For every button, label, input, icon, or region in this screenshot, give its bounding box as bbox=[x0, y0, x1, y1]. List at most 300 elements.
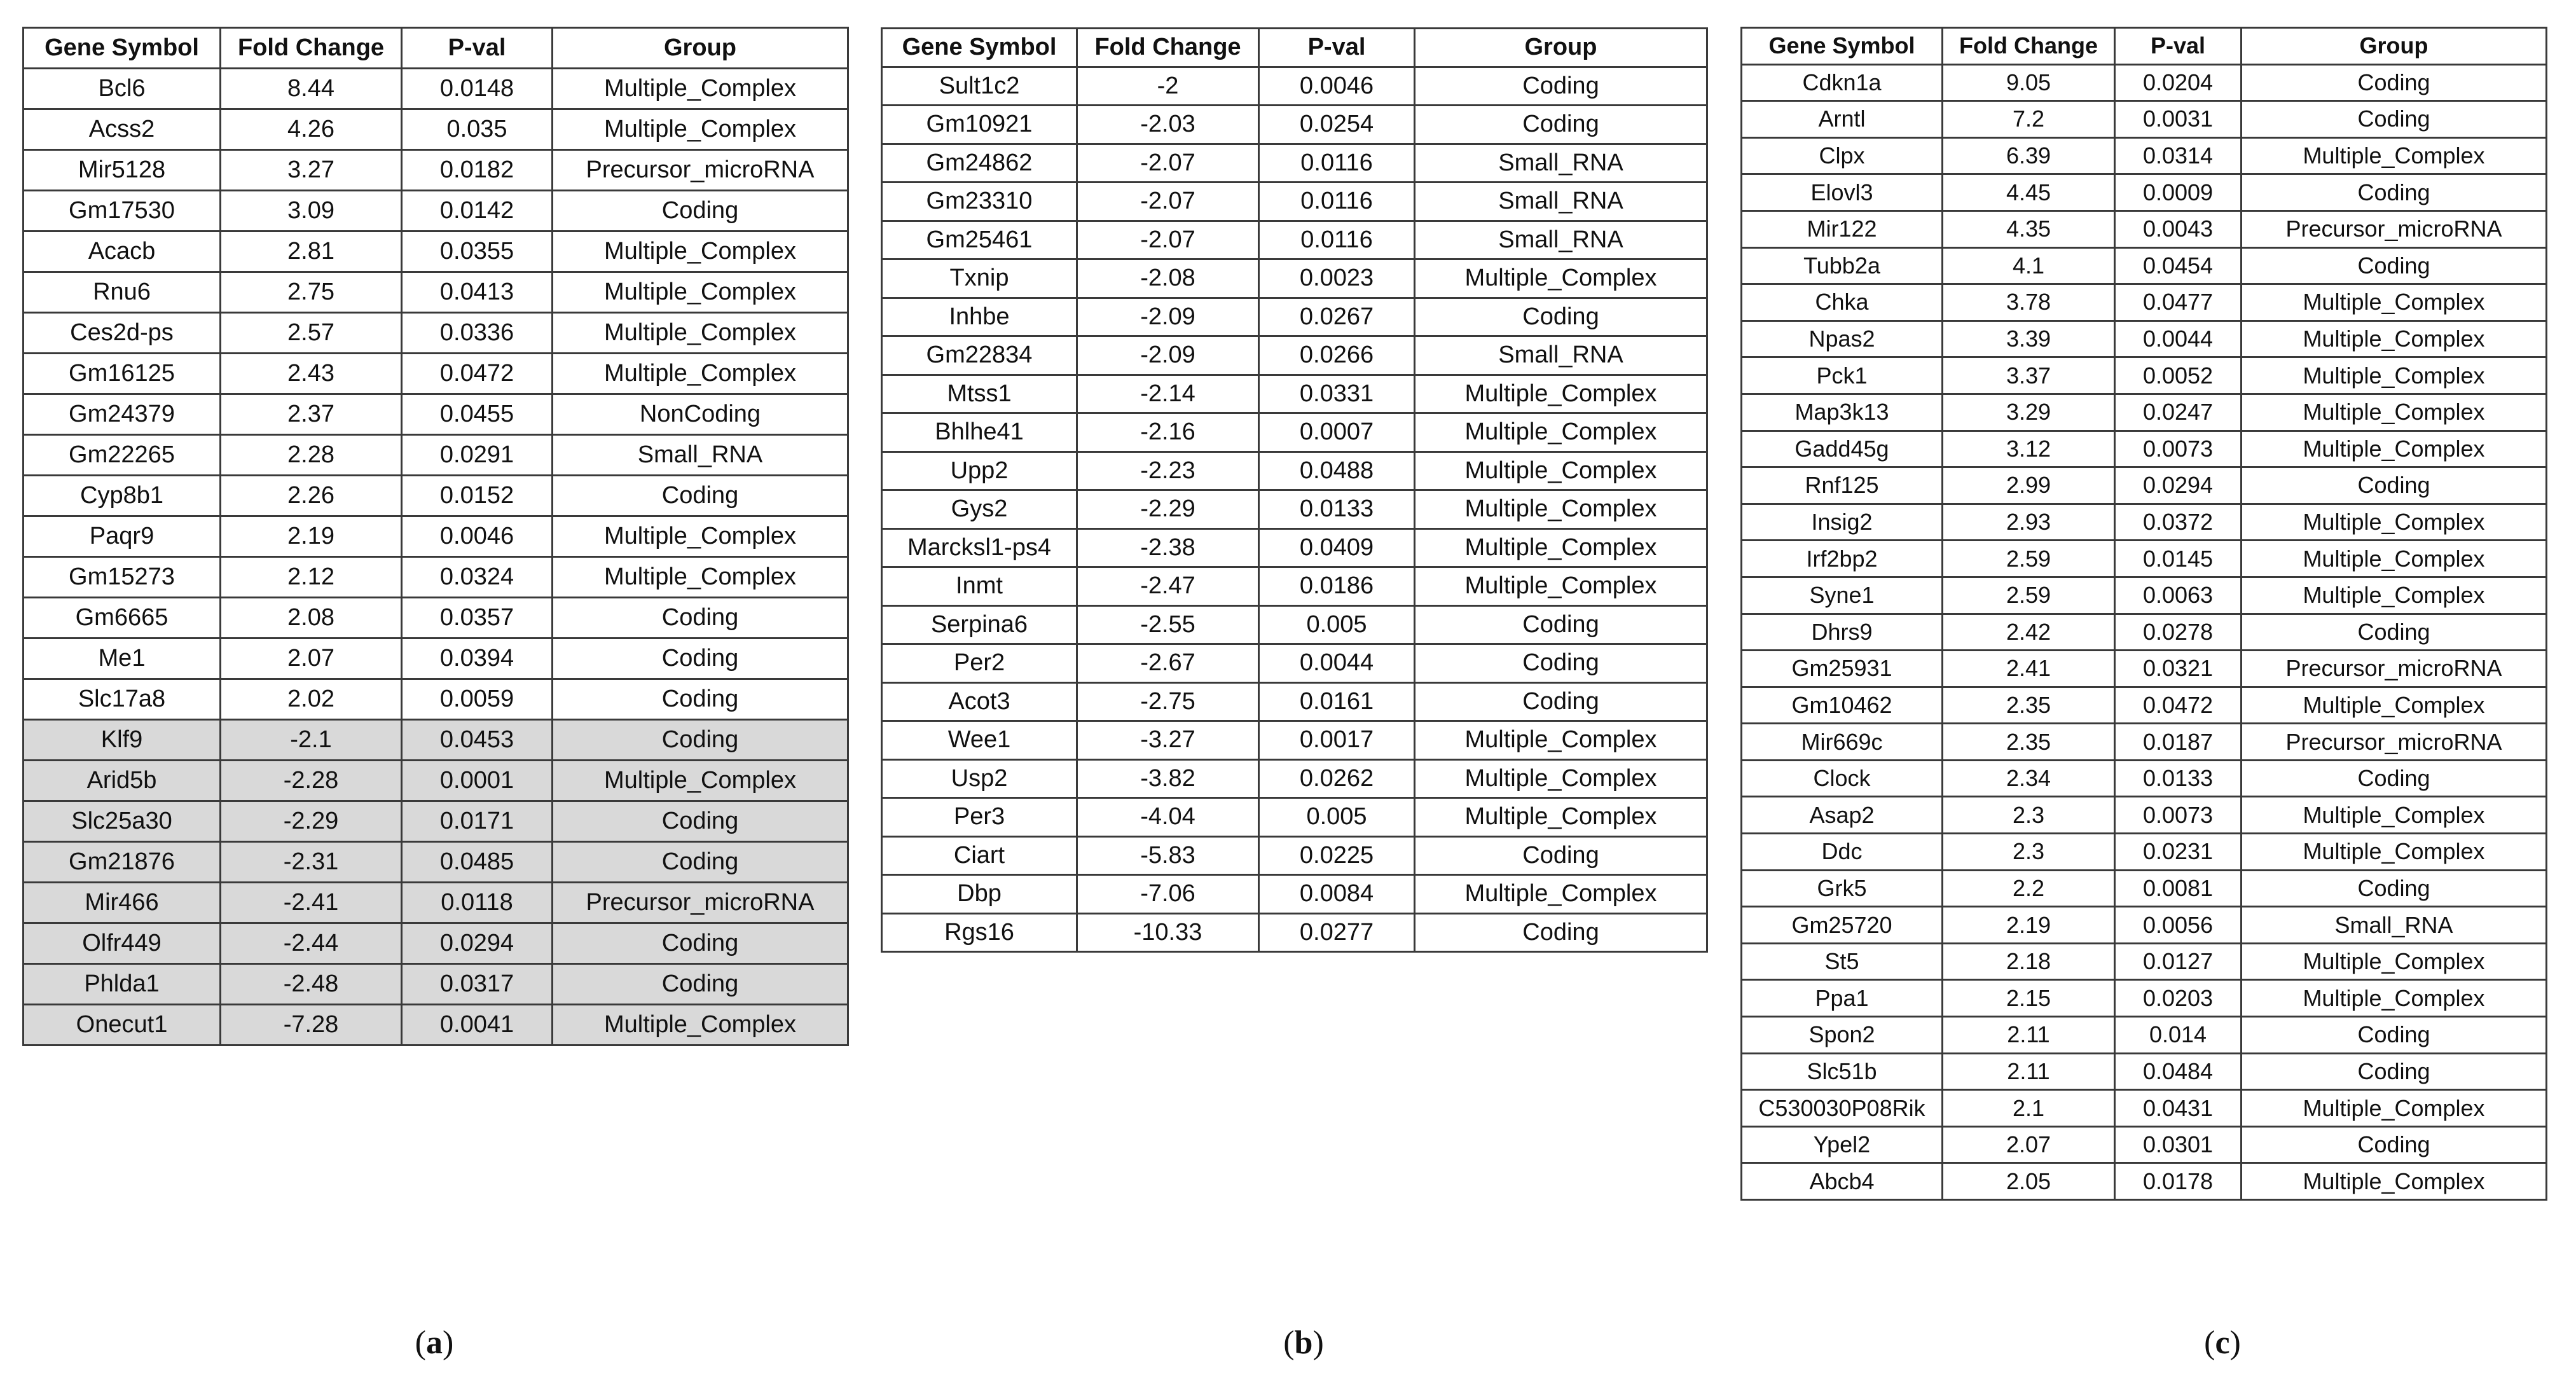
p-val-cell: 0.0007 bbox=[1259, 413, 1415, 452]
table-row bbox=[24, 313, 848, 354]
p-val-cell: 0.0317 bbox=[402, 964, 553, 1005]
fold-change-cell: -2.75 bbox=[1077, 682, 1259, 721]
p-val-cell: 0.0084 bbox=[1259, 875, 1415, 914]
p-val-cell: 0.0277 bbox=[1259, 913, 1415, 952]
p-val-cell: 0.0059 bbox=[402, 679, 553, 720]
group-cell: Small_RNA bbox=[553, 435, 848, 476]
gene-symbol-cell: Arid5b bbox=[24, 761, 221, 801]
fold-change-cell: 2.07 bbox=[1943, 1126, 2115, 1163]
gene-symbol-cell: Gm23310 bbox=[882, 183, 1077, 221]
group-cell: Small_RNA bbox=[1415, 144, 1707, 183]
group-cell: Coding bbox=[1415, 682, 1707, 721]
fold-change-cell: 3.78 bbox=[1943, 284, 2115, 321]
gene-symbol-cell: Gm24862 bbox=[882, 144, 1077, 183]
table-row bbox=[882, 259, 1707, 298]
table-row bbox=[882, 106, 1707, 144]
group-cell: Multiple_Complex bbox=[2242, 504, 2547, 541]
group-cell: Multiple_Complex bbox=[553, 69, 848, 109]
fold-change-cell: -2.16 bbox=[1077, 413, 1259, 452]
p-val-cell: 0.0052 bbox=[2115, 357, 2242, 394]
header-gene-symbol: Gene Symbol bbox=[882, 29, 1077, 67]
table-row bbox=[882, 682, 1707, 721]
table-row bbox=[1742, 174, 2547, 211]
p-val-cell: 0.0266 bbox=[1259, 336, 1415, 375]
fold-change-cell: 2.11 bbox=[1943, 1017, 2115, 1054]
table-row bbox=[24, 231, 848, 272]
p-val-cell: 0.0294 bbox=[2115, 467, 2242, 504]
group-cell: NonCoding bbox=[553, 394, 848, 435]
table-row bbox=[1742, 357, 2547, 394]
table-row bbox=[882, 836, 1707, 875]
fold-change-cell: -2.09 bbox=[1077, 336, 1259, 375]
p-val-cell: 0.005 bbox=[1259, 798, 1415, 837]
group-cell: Precursor_microRNA bbox=[2242, 724, 2547, 761]
fold-change-cell: 3.39 bbox=[1943, 321, 2115, 357]
p-val-cell: 0.0046 bbox=[402, 516, 553, 557]
table-row bbox=[24, 69, 848, 109]
p-val-cell: 0.0017 bbox=[1259, 721, 1415, 760]
table-row bbox=[1742, 101, 2547, 138]
fold-change-cell: 2.75 bbox=[221, 272, 402, 313]
p-val-cell: 0.0187 bbox=[2115, 724, 2242, 761]
gene-symbol-cell: Olfr449 bbox=[24, 923, 221, 964]
gene-symbol-cell: Dbp bbox=[882, 875, 1077, 914]
gene-symbol-cell: Clpx bbox=[1742, 137, 1943, 174]
header-p-val: P-val bbox=[1259, 29, 1415, 67]
p-val-cell: 0.0023 bbox=[1259, 259, 1415, 298]
fold-change-cell: 2.18 bbox=[1943, 943, 2115, 980]
table-row bbox=[882, 644, 1707, 683]
fold-change-cell: -2.08 bbox=[1077, 259, 1259, 298]
table-row bbox=[882, 144, 1707, 183]
p-val-cell: 0.0116 bbox=[1259, 144, 1415, 183]
gene-symbol-cell: Gadd45g bbox=[1742, 431, 1943, 467]
p-val-cell: 0.0314 bbox=[2115, 137, 2242, 174]
group-cell: Multiple_Complex bbox=[1415, 759, 1707, 798]
fold-change-cell: 4.1 bbox=[1943, 247, 2115, 284]
table-row bbox=[24, 150, 848, 191]
fold-change-cell: 2.59 bbox=[1943, 577, 2115, 614]
fold-change-cell: 8.44 bbox=[221, 69, 402, 109]
fold-change-cell: 6.39 bbox=[1943, 137, 2115, 174]
group-cell: Multiple_Complex bbox=[553, 557, 848, 598]
gene-symbol-cell: Per2 bbox=[882, 644, 1077, 683]
p-val-cell: 0.0225 bbox=[1259, 836, 1415, 875]
group-cell: Multiple_Complex bbox=[553, 313, 848, 354]
p-val-cell: 0.0041 bbox=[402, 1005, 553, 1045]
fold-change-cell: -2.07 bbox=[1077, 221, 1259, 259]
p-val-cell: 0.035 bbox=[402, 109, 553, 150]
p-val-cell: 0.0133 bbox=[2115, 760, 2242, 797]
fold-change-cell: 2.02 bbox=[221, 679, 402, 720]
group-cell: Coding bbox=[553, 964, 848, 1005]
gene-symbol-cell: Serpina6 bbox=[882, 605, 1077, 644]
p-val-cell: 0.0485 bbox=[402, 842, 553, 883]
gene-symbol-cell: Pck1 bbox=[1742, 357, 1943, 394]
header-p-val: P-val bbox=[402, 28, 553, 69]
gene-symbol-cell: Insig2 bbox=[1742, 504, 1943, 541]
table-row bbox=[882, 413, 1707, 452]
table-row bbox=[24, 435, 848, 476]
fold-change-cell: 3.29 bbox=[1943, 394, 2115, 431]
table-row bbox=[24, 191, 848, 231]
gene-symbol-cell: Gm25720 bbox=[1742, 907, 1943, 944]
p-val-cell: 0.0294 bbox=[402, 923, 553, 964]
group-cell: Coding bbox=[553, 679, 848, 720]
group-cell: Coding bbox=[553, 638, 848, 679]
gene-symbol-cell: Txnip bbox=[882, 259, 1077, 298]
table-row bbox=[882, 913, 1707, 952]
fold-change-cell: 2.99 bbox=[1943, 467, 2115, 504]
group-cell: Coding bbox=[1415, 298, 1707, 336]
gene-symbol-cell: Gm15273 bbox=[24, 557, 221, 598]
table-row bbox=[24, 761, 848, 801]
group-cell: Multiple_Complex bbox=[553, 231, 848, 272]
table-row bbox=[24, 964, 848, 1005]
caption-a: (a) bbox=[415, 1325, 454, 1361]
gene-symbol-cell: Sult1c2 bbox=[882, 67, 1077, 106]
group-cell: Multiple_Complex bbox=[2242, 431, 2547, 467]
fold-change-cell: -7.28 bbox=[221, 1005, 402, 1045]
p-val-cell: 0.0171 bbox=[402, 801, 553, 842]
p-val-cell: 0.0372 bbox=[2115, 504, 2242, 541]
gene-symbol-cell: Abcb4 bbox=[1742, 1163, 1943, 1200]
group-cell: Multiple_Complex bbox=[553, 109, 848, 150]
p-val-cell: 0.0145 bbox=[2115, 541, 2242, 577]
group-cell: Small_RNA bbox=[1415, 221, 1707, 259]
group-cell: Multiple_Complex bbox=[1415, 875, 1707, 914]
fold-change-cell: 2.1 bbox=[1943, 1090, 2115, 1127]
fold-change-cell: 2.08 bbox=[221, 598, 402, 638]
table-row bbox=[1742, 431, 2547, 467]
table-row bbox=[24, 354, 848, 394]
group-cell: Multiple_Complex bbox=[1415, 721, 1707, 760]
p-val-cell: 0.0178 bbox=[2115, 1163, 2242, 1200]
group-cell: Precursor_microRNA bbox=[2242, 210, 2547, 247]
gene-symbol-cell: Arntl bbox=[1742, 101, 1943, 138]
gene-table-b bbox=[881, 27, 1708, 953]
fold-change-cell: 3.12 bbox=[1943, 431, 2115, 467]
fold-change-cell: 4.45 bbox=[1943, 174, 2115, 211]
group-cell: Coding bbox=[2242, 1053, 2547, 1090]
group-cell: Multiple_Complex bbox=[2242, 980, 2547, 1017]
group-cell: Multiple_Complex bbox=[553, 761, 848, 801]
gene-symbol-cell: Ypel2 bbox=[1742, 1126, 1943, 1163]
table-row bbox=[1742, 724, 2547, 761]
fold-change-cell: -4.04 bbox=[1077, 798, 1259, 837]
fold-change-cell: 2.34 bbox=[1943, 760, 2115, 797]
fold-change-cell: 4.35 bbox=[1943, 210, 2115, 247]
table-row bbox=[24, 720, 848, 761]
gene-symbol-cell: Rnf125 bbox=[1742, 467, 1943, 504]
fold-change-cell: -3.82 bbox=[1077, 759, 1259, 798]
header-group: Group bbox=[553, 28, 848, 69]
p-val-cell: 0.0073 bbox=[2115, 797, 2242, 834]
gene-symbol-cell: Map3k13 bbox=[1742, 394, 1943, 431]
group-cell: Multiple_Complex bbox=[1415, 413, 1707, 452]
table-row bbox=[24, 557, 848, 598]
gene-symbol-cell: Gm22265 bbox=[24, 435, 221, 476]
group-cell: Multiple_Complex bbox=[2242, 284, 2547, 321]
fold-change-cell: -2.55 bbox=[1077, 605, 1259, 644]
p-val-cell: 0.0044 bbox=[2115, 321, 2242, 357]
fold-change-cell: 3.37 bbox=[1943, 357, 2115, 394]
gene-symbol-cell: Inhbe bbox=[882, 298, 1077, 336]
caption-c: (c) bbox=[2204, 1325, 2241, 1361]
gene-symbol-cell: Rnu6 bbox=[24, 272, 221, 313]
table-row bbox=[24, 1005, 848, 1045]
group-cell: Multiple_Complex bbox=[2242, 321, 2547, 357]
group-cell: Multiple_Complex bbox=[553, 516, 848, 557]
group-cell: Multiple_Complex bbox=[1415, 375, 1707, 413]
gene-symbol-cell: Syne1 bbox=[1742, 577, 1943, 614]
group-cell: Multiple_Complex bbox=[1415, 490, 1707, 529]
fold-change-cell: 2.07 bbox=[221, 638, 402, 679]
table-row bbox=[24, 883, 848, 923]
table-row bbox=[882, 67, 1707, 106]
p-val-cell: 0.0254 bbox=[1259, 106, 1415, 144]
gene-symbol-cell: Asap2 bbox=[1742, 797, 1943, 834]
fold-change-cell: -2.07 bbox=[1077, 183, 1259, 221]
gene-symbol-cell: Me1 bbox=[24, 638, 221, 679]
table-row bbox=[1742, 760, 2547, 797]
group-cell: Multiple_Complex bbox=[2242, 834, 2547, 871]
fold-change-cell: -2.28 bbox=[221, 761, 402, 801]
fold-change-cell: 2.12 bbox=[221, 557, 402, 598]
fold-change-cell: 2.3 bbox=[1943, 797, 2115, 834]
fold-change-cell: 7.2 bbox=[1943, 101, 2115, 138]
table-row bbox=[882, 221, 1707, 259]
p-val-cell: 0.0133 bbox=[1259, 490, 1415, 529]
table-row bbox=[1742, 870, 2547, 907]
gene-symbol-cell: Mir122 bbox=[1742, 210, 1943, 247]
p-val-cell: 0.0073 bbox=[2115, 431, 2242, 467]
group-cell: Coding bbox=[2242, 870, 2547, 907]
header-fold-change: Fold Change bbox=[1077, 29, 1259, 67]
p-val-cell: 0.0267 bbox=[1259, 298, 1415, 336]
table-header-row bbox=[1742, 28, 2547, 65]
gene-table-a bbox=[22, 27, 849, 1046]
fold-change-cell: 2.19 bbox=[221, 516, 402, 557]
gene-symbol-cell: Gm10462 bbox=[1742, 687, 1943, 724]
table-row bbox=[1742, 577, 2547, 614]
gene-symbol-cell: Per3 bbox=[882, 798, 1077, 837]
header-group: Group bbox=[1415, 29, 1707, 67]
gene-symbol-cell: St5 bbox=[1742, 943, 1943, 980]
gene-symbol-cell: Slc25a30 bbox=[24, 801, 221, 842]
gene-symbol-cell: Chka bbox=[1742, 284, 1943, 321]
gene-symbol-cell: Gm17530 bbox=[24, 191, 221, 231]
gene-symbol-cell: Mir669c bbox=[1742, 724, 1943, 761]
table-row bbox=[882, 798, 1707, 837]
fold-change-cell: 2.2 bbox=[1943, 870, 2115, 907]
table-row bbox=[24, 516, 848, 557]
table-row bbox=[24, 679, 848, 720]
fold-change-cell: 2.42 bbox=[1943, 614, 2115, 651]
group-cell: Multiple_Complex bbox=[553, 1005, 848, 1045]
p-val-cell: 0.0204 bbox=[2115, 64, 2242, 101]
gene-symbol-cell: Ppa1 bbox=[1742, 980, 1943, 1017]
table-header-row bbox=[882, 29, 1707, 67]
fold-change-cell: 2.15 bbox=[1943, 980, 2115, 1017]
table-row bbox=[1742, 907, 2547, 944]
table-row bbox=[1742, 614, 2547, 651]
group-cell: Coding bbox=[553, 720, 848, 761]
fold-change-cell: 2.59 bbox=[1943, 541, 2115, 577]
p-val-cell: 0.0278 bbox=[2115, 614, 2242, 651]
fold-change-cell: -2.67 bbox=[1077, 644, 1259, 683]
fold-change-cell: 2.35 bbox=[1943, 687, 2115, 724]
header-p-val: P-val bbox=[2115, 28, 2242, 65]
p-val-cell: 0.0127 bbox=[2115, 943, 2242, 980]
group-cell: Coding bbox=[2242, 467, 2547, 504]
group-cell: Multiple_Complex bbox=[2242, 797, 2547, 834]
p-val-cell: 0.0472 bbox=[2115, 687, 2242, 724]
gene-symbol-cell: Upp2 bbox=[882, 452, 1077, 490]
fold-change-cell: -2.41 bbox=[221, 883, 402, 923]
p-val-cell: 0.0477 bbox=[2115, 284, 2242, 321]
gene-symbol-cell: Acss2 bbox=[24, 109, 221, 150]
gene-symbol-cell: Marcksl1-ps4 bbox=[882, 528, 1077, 567]
group-cell: Coding bbox=[553, 923, 848, 964]
group-cell: Coding bbox=[2242, 101, 2547, 138]
p-val-cell: 0.0063 bbox=[2115, 577, 2242, 614]
fold-change-cell: 2.81 bbox=[221, 231, 402, 272]
group-cell: Coding bbox=[1415, 67, 1707, 106]
table-row bbox=[1742, 210, 2547, 247]
fold-change-cell: -2.47 bbox=[1077, 567, 1259, 606]
fold-change-cell: 2.37 bbox=[221, 394, 402, 435]
fold-change-cell: 2.05 bbox=[1943, 1163, 2115, 1200]
gene-symbol-cell: Mtss1 bbox=[882, 375, 1077, 413]
fold-change-cell: -2.23 bbox=[1077, 452, 1259, 490]
gene-symbol-cell: Mir5128 bbox=[24, 150, 221, 191]
table-row bbox=[24, 476, 848, 516]
table-row bbox=[1742, 64, 2547, 101]
table-row bbox=[882, 605, 1707, 644]
p-val-cell: 0.0231 bbox=[2115, 834, 2242, 871]
p-val-cell: 0.0044 bbox=[1259, 644, 1415, 683]
group-cell: Coding bbox=[553, 842, 848, 883]
fold-change-cell: -2.03 bbox=[1077, 106, 1259, 144]
group-cell: Small_RNA bbox=[1415, 183, 1707, 221]
p-val-cell: 0.0203 bbox=[2115, 980, 2242, 1017]
group-cell: Coding bbox=[2242, 1017, 2547, 1054]
p-val-cell: 0.014 bbox=[2115, 1017, 2242, 1054]
table-row bbox=[1742, 797, 2547, 834]
table-row bbox=[1742, 1163, 2547, 1200]
gene-symbol-cell: Klf9 bbox=[24, 720, 221, 761]
p-val-cell: 0.0262 bbox=[1259, 759, 1415, 798]
group-cell: Multiple_Complex bbox=[2242, 137, 2547, 174]
gene-symbol-cell: Cdkn1a bbox=[1742, 64, 1943, 101]
p-val-cell: 0.0043 bbox=[2115, 210, 2242, 247]
table-row bbox=[1742, 943, 2547, 980]
table-row bbox=[882, 490, 1707, 529]
gene-symbol-cell: Ciart bbox=[882, 836, 1077, 875]
group-cell: Coding bbox=[1415, 605, 1707, 644]
fold-change-cell: -2.29 bbox=[221, 801, 402, 842]
table-row bbox=[1742, 541, 2547, 577]
fold-change-cell: 2.41 bbox=[1943, 651, 2115, 687]
gene-symbol-cell: Bcl6 bbox=[24, 69, 221, 109]
group-cell: Multiple_Complex bbox=[553, 272, 848, 313]
group-cell: Coding bbox=[1415, 913, 1707, 952]
group-cell: Multiple_Complex bbox=[1415, 452, 1707, 490]
p-val-cell: 0.0484 bbox=[2115, 1053, 2242, 1090]
fold-change-cell: -5.83 bbox=[1077, 836, 1259, 875]
group-cell: Multiple_Complex bbox=[1415, 567, 1707, 606]
fold-change-cell: 3.27 bbox=[221, 150, 402, 191]
gene-symbol-cell: Bhlhe41 bbox=[882, 413, 1077, 452]
fold-change-cell: 2.19 bbox=[1943, 907, 2115, 944]
gene-symbol-cell: Ddc bbox=[1742, 834, 1943, 871]
group-cell: Coding bbox=[2242, 1126, 2547, 1163]
p-val-cell: 0.0409 bbox=[1259, 528, 1415, 567]
fold-change-cell: -2.31 bbox=[221, 842, 402, 883]
gene-symbol-cell: Gm10921 bbox=[882, 106, 1077, 144]
gene-symbol-cell: Spon2 bbox=[1742, 1017, 1943, 1054]
table-row bbox=[24, 638, 848, 679]
p-val-cell: 0.0301 bbox=[2115, 1126, 2242, 1163]
p-val-cell: 0.0336 bbox=[402, 313, 553, 354]
fold-change-cell: -2.44 bbox=[221, 923, 402, 964]
fold-change-cell: 3.09 bbox=[221, 191, 402, 231]
table-row bbox=[1742, 651, 2547, 687]
p-val-cell: 0.0009 bbox=[2115, 174, 2242, 211]
fold-change-cell: 2.35 bbox=[1943, 724, 2115, 761]
group-cell: Multiple_Complex bbox=[1415, 528, 1707, 567]
table-row bbox=[882, 759, 1707, 798]
caption-b: (b) bbox=[1283, 1325, 1324, 1361]
gene-symbol-cell: Gys2 bbox=[882, 490, 1077, 529]
p-val-cell: 0.0455 bbox=[402, 394, 553, 435]
p-val-cell: 0.0431 bbox=[2115, 1090, 2242, 1127]
group-cell: Coding bbox=[553, 801, 848, 842]
table-row bbox=[882, 375, 1707, 413]
header-gene-symbol: Gene Symbol bbox=[1742, 28, 1943, 65]
table-row bbox=[1742, 834, 2547, 871]
group-cell: Multiple_Complex bbox=[2242, 394, 2547, 431]
header-fold-change: Fold Change bbox=[1943, 28, 2115, 65]
fold-change-cell: -2 bbox=[1077, 67, 1259, 106]
header-gene-symbol: Gene Symbol bbox=[24, 28, 221, 69]
fold-change-cell: 2.11 bbox=[1943, 1053, 2115, 1090]
table-row bbox=[882, 875, 1707, 914]
table-row bbox=[1742, 687, 2547, 724]
p-val-cell: 0.0472 bbox=[402, 354, 553, 394]
p-val-cell: 0.0291 bbox=[402, 435, 553, 476]
table-row bbox=[1742, 247, 2547, 284]
group-cell: Multiple_Complex bbox=[2242, 357, 2547, 394]
group-cell: Multiple_Complex bbox=[1415, 259, 1707, 298]
gene-symbol-cell: Gm6665 bbox=[24, 598, 221, 638]
group-cell: Multiple_Complex bbox=[2242, 687, 2547, 724]
table-row bbox=[882, 721, 1707, 760]
fold-change-cell: -2.1 bbox=[221, 720, 402, 761]
p-val-cell: 0.0186 bbox=[1259, 567, 1415, 606]
fold-change-cell: -2.38 bbox=[1077, 528, 1259, 567]
gene-symbol-cell: C530030P08Rik bbox=[1742, 1090, 1943, 1127]
fold-change-cell: -2.48 bbox=[221, 964, 402, 1005]
group-cell: Multiple_Complex bbox=[2242, 577, 2547, 614]
gene-symbol-cell: Dhrs9 bbox=[1742, 614, 1943, 651]
p-val-cell: 0.0247 bbox=[2115, 394, 2242, 431]
table-row bbox=[24, 272, 848, 313]
fold-change-cell: 2.93 bbox=[1943, 504, 2115, 541]
table-row bbox=[24, 598, 848, 638]
fold-change-cell: -2.29 bbox=[1077, 490, 1259, 529]
